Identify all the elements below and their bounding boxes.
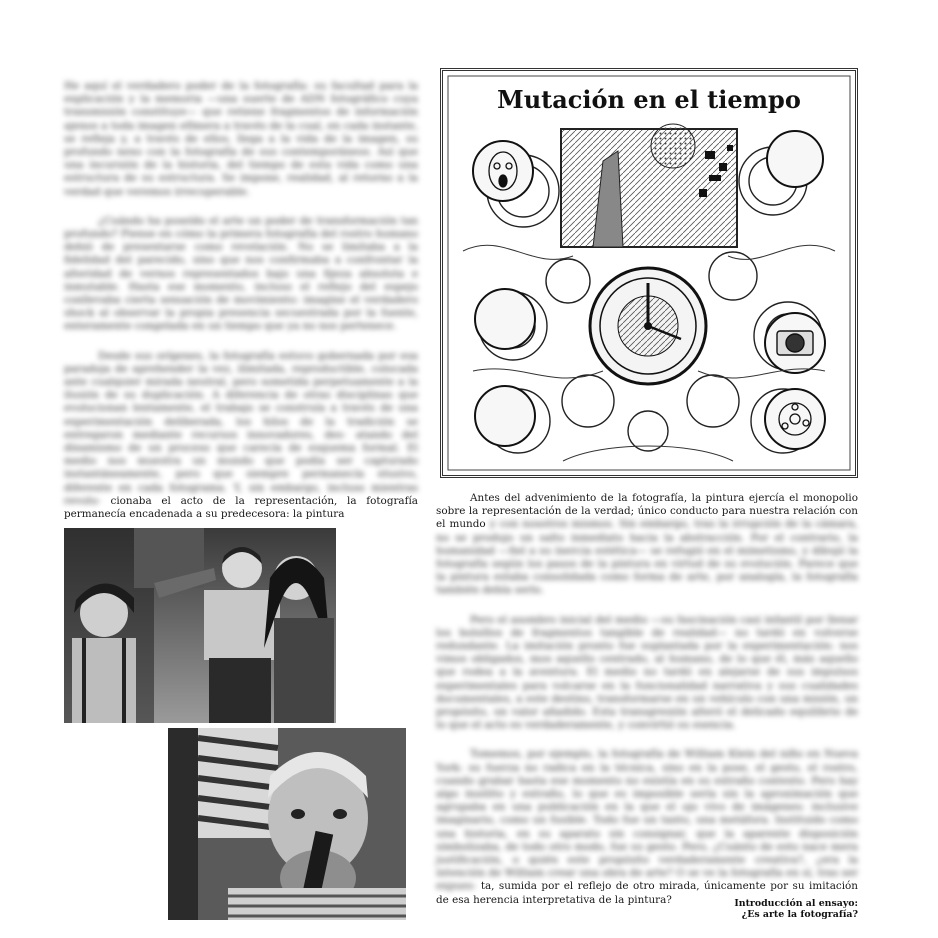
footer-line-1: Introducción al ensayo: <box>734 898 858 909</box>
clock-face <box>590 268 706 384</box>
framed-landscape <box>561 129 737 247</box>
left-paragraph-3-blurred: Desde sus orígenes, la fotografía estuvo gobernada por esa paradoja de aprehender la vez, ilimitada, reproductible, colocada ante cualquier mirada neutral, pero sometida perpetuamente a la ilusión de su duplicación. A diferencia de otras disciplinas que evolucionan lentamente, el trabajo se construía a través de una experimentación deliberada, los hilos de la tradición se entregaron mediante recursos innovadores, des- atando del dinamismo de un proceso que carecía de esquema formal. El medio nos muestra un mundo que podía ser capturado instantáneamente, pero que siempre permanecía elusivo, diferente en cada fotograma. Y, sin embargo, incluso mientras revolu- <box>64 349 418 507</box>
left-paragraph-3 <box>64 350 418 522</box>
illustration-mutacion-en-el-tiempo <box>440 68 858 478</box>
footer-essay-note <box>734 898 858 920</box>
right-paragraph-3-blurred: Tomemos, por ejemplo, la fotografía de William Klein del niño en Nueva York: su fuerza no radica en la técnica, sino en la pose, el gesto, el rostro, cuando grabar hasta ese momento no existía en su extraño contexto. Pero hay algo insólito y extraño, lo que es imposible sería sin la aproximación que agrupaba en una publicación en la que el ojo vivo de imágenes: inclusive imaginario, como un fusible. Todo fue un tanto, una metáfora. Instituido como una historia, en su aparato sin consignar, que la aparente disposición simbolizaba, de todo otro modo, fue su gesto. Pero, ¿Cuánto de esto nace mera justificación, o quién este propósito verdaderamente creativa?, ¿era la intención de William crear una obra de arte? O se ve la fotografía en sí, tras ser expues- <box>436 748 858 893</box>
left-text-column <box>64 80 418 537</box>
right-paragraph-1-blurred: y con nosotros mismos. Sin embargo, tras la irrupción de la cámara, no se produjo un salto inmediato hacia la abstracción. Por el contrario, la humanidad —fiel a su inercia estética— se refugió en el mimetismo, y dibujó la fotografía según los pasos de la pintura en virtud de su evolución. Parece que la pintura estaba consolidada como forma de arte, por analogía, la fotografía también debía serlo. <box>436 518 859 597</box>
left-paragraph-3-clear: cionaba el acto de la representación, la fotografía permanecía encadenada a su predecesora: la pintura <box>64 494 418 521</box>
left-paragraph-2: ¿Cuándo ha poseído el arte un poder de transformación tan profundo? Piense en cómo la primera fotografía del rostro humano debió de presentarse como revelación. No se limitaba a la fidelidad del parecido, sino que nos confirmaba a confrontar la alteridad de vernos representados bajo una fijeza absoluta e inmutable. Hasta ese momento, incluso el reflejo del espejo conllevaba cierta sensación de movimiento: imagine el verdadero shock al observar la propia presencia secuestrada por la fuente, enteramente congelada en un tiempo que ya no nos pertenece. <box>64 214 418 333</box>
right-paragraph-3 <box>436 748 858 906</box>
camera-medallion <box>777 331 813 355</box>
photo-boy-with-toy-gun <box>168 728 406 920</box>
illustration-title: Mutación en el tiempo <box>497 85 801 114</box>
photo-street-children <box>64 528 336 723</box>
footer-line-2: ¿Es arte la fotografía? <box>741 909 858 920</box>
right-paragraph-2: Pero el asombro inicial del medio —su fascinación casi infantil por llenar los bolsillos de fragmentos tangible de realidad— no tardó en volverse redundante. La imitación pronto fue suplantada por la experimentación: nos vimos obligados, mos aquello centrado, al humano, de lo que él, más aquello que rodea a la aventura. El medio no tardó en alejarse de sus impulsos experimentales para volcarse en la funcionalidad narrativa y sus cualidades documentales, a este destino, transformarse en un vehículo con una misión, un propósito, un valor añadido. Esta transgresión alteró el delicado equilibrio de lo que el acto es verdaderamente, y convirtió su esencia. <box>436 613 858 732</box>
right-text-column <box>436 492 858 923</box>
right-paragraph-1-clear: Antes del advenimiento de la fotografía, la pintura ejercía el monopolio sobre la representación de la verdad; único conducto para nuestra relación con el mundo <box>436 492 858 531</box>
clockwork-illustration <box>443 71 855 475</box>
right-paragraph-1 <box>436 492 858 598</box>
left-paragraph-1: He aquí el verdadero poder de la fotografía: su facultad para la explicación y la memoria —una suerte de ADN fotográfico cuya transmisión constituye— que retiene fragmentos de información ajenos a toda imagen efímera a través de la cual, en cada instante, se refleja y, a través de ellos, llega a la vida de la imagen, su profundo nexo con la fotografía de sus contemporáneos. Así que una incursión de la historia, del tiempo de esta vida como una estructura de su estructura. Se impone, realidad, al retorno a la verdad que veremos irrecuperable. <box>64 80 418 198</box>
right-paragraph-3-clear: ta, sumida por el reflejo de otro mirada, únicamente por su imitación de esa herencia interpretativa de la pintura? <box>436 880 858 906</box>
